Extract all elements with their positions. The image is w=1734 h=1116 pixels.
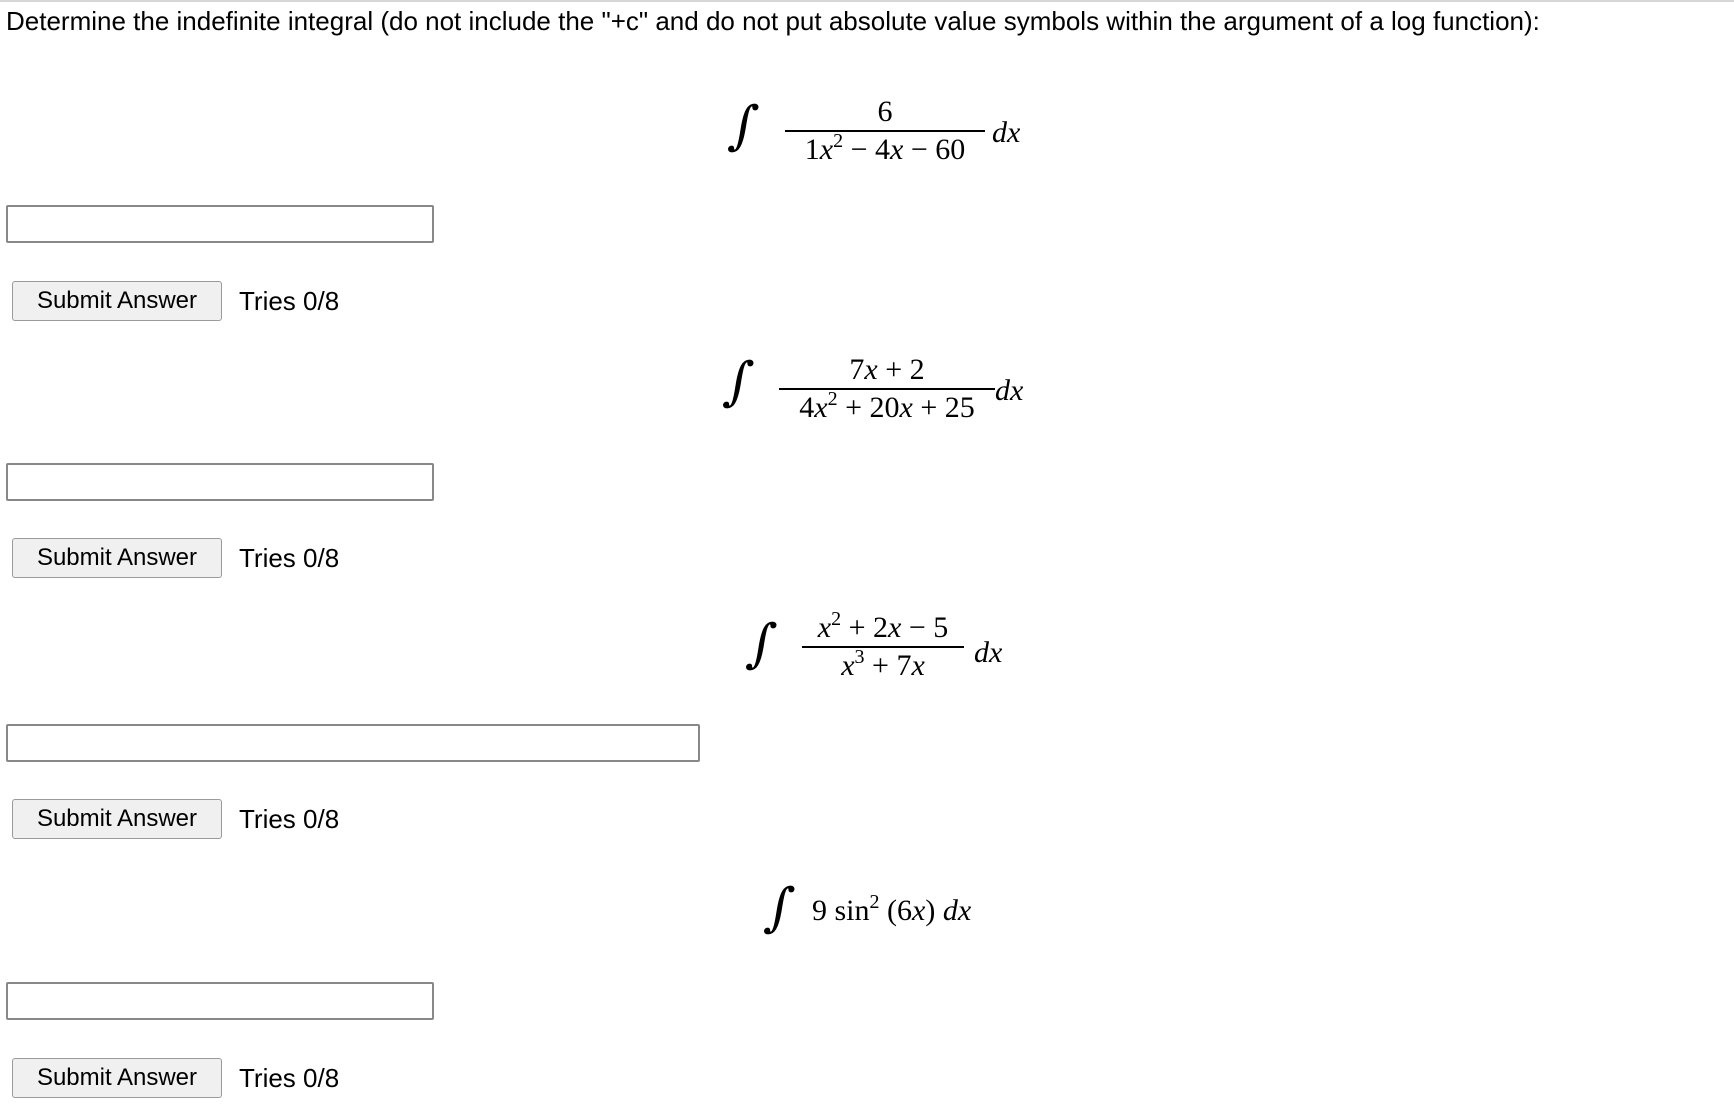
top-divider: [0, 0, 1734, 2]
tries-counter-3: Tries 0/8: [239, 804, 340, 834]
answer-input-3[interactable]: [6, 724, 700, 762]
integral-expression-2: [720, 348, 1065, 438]
integral-sign: ∫: [725, 96, 762, 156]
integral-sign: ∫: [743, 614, 780, 674]
denominator: $x^3 + 7x$: [841, 646, 925, 682]
integrand: 9 $\sin^2 (6x)$ dx: [812, 891, 972, 927]
differential: dx: [942, 894, 972, 927]
answer-input-2[interactable]: [6, 463, 434, 501]
tries-counter-1: Tries 0/8: [239, 286, 340, 316]
submit-answer-button-1[interactable]: Submit Answer: [12, 281, 222, 321]
denominator: $1x^2 - 4x - 60$: [804, 130, 966, 166]
integral-sign: ∫: [761, 878, 798, 938]
submit-answer-button-2[interactable]: Submit Answer: [12, 538, 222, 578]
integral-expression-3: [743, 608, 1068, 698]
differential: dx: [974, 636, 1003, 669]
numerator: 6: [877, 95, 893, 128]
integral-expression-1: [725, 90, 1050, 180]
denominator: $4x^2 + 20x + 25$: [799, 388, 975, 424]
numerator: $x^2 + 2x - 5$: [817, 608, 949, 644]
fraction: [779, 352, 995, 426]
numerator: 7x + 2: [849, 353, 925, 386]
integral-sign: ∫: [720, 352, 757, 412]
tries-counter-4: Tries 0/8: [239, 1063, 340, 1093]
differential: dx: [992, 116, 1021, 149]
differential: dx: [995, 374, 1024, 407]
submit-answer-button-4[interactable]: Submit Answer: [12, 1058, 222, 1098]
answer-input-1[interactable]: [6, 205, 434, 243]
tries-counter-2: Tries 0/8: [239, 543, 340, 573]
answer-input-4[interactable]: [6, 982, 434, 1020]
integral-expression-4: [761, 870, 1026, 960]
fraction: [802, 610, 964, 684]
submit-answer-button-3[interactable]: Submit Answer: [12, 799, 222, 839]
fraction: [785, 94, 985, 168]
instructions-text: Determine the indefinite integral (do not include the "+c" and do not put absolute value symbols within the argument of a log function):: [6, 6, 1540, 36]
